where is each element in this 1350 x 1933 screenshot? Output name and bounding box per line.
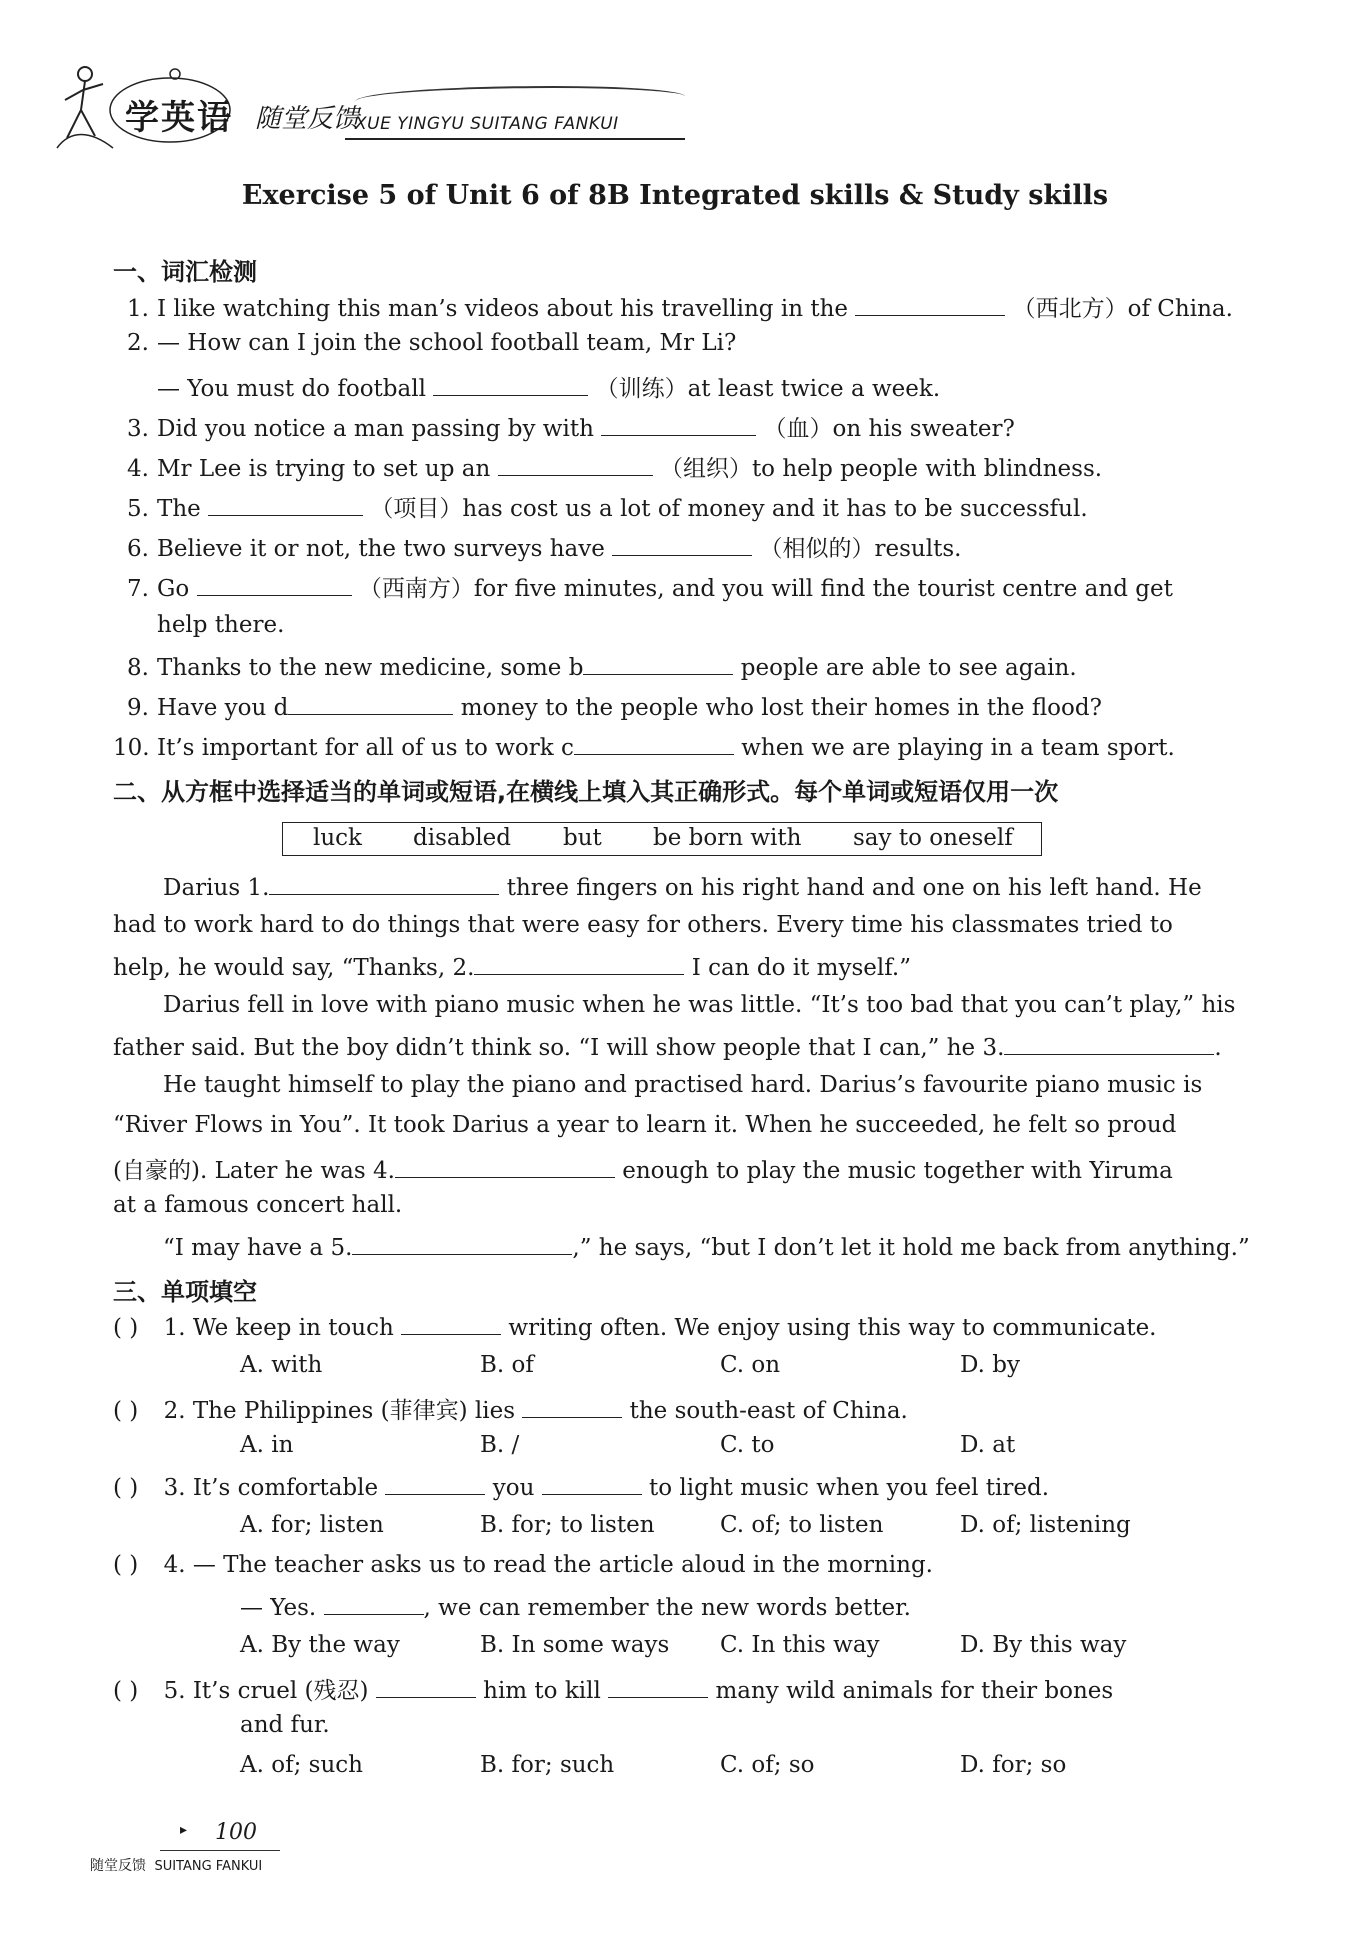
box-word: disabled xyxy=(413,825,512,851)
answer-blank[interactable] xyxy=(208,493,363,516)
answer-blank[interactable] xyxy=(197,573,352,596)
passage-line: He taught himself to play the piano and practised hard. Darius’s favourite piano music is xyxy=(163,1072,1203,1098)
question-stem: ( ) 1. We keep in touch writing often. We enjoy using this way to communicate. xyxy=(113,1312,1157,1341)
logo-subtitle: 随堂反馈 xyxy=(255,104,360,134)
option[interactable]: C. on xyxy=(720,1352,781,1378)
answer-blank[interactable] xyxy=(601,413,756,436)
passage-line: had to work hard to do things that were easy for others. Every time his classmates tried to xyxy=(113,912,1173,938)
list-item: 5. The （项目）has cost us a lot of money and it has to be successful. xyxy=(113,490,1088,523)
answer-blank[interactable] xyxy=(474,952,684,975)
answer-blank[interactable] xyxy=(385,1472,485,1495)
page-number: 100 xyxy=(215,1820,257,1845)
option[interactable]: A. By the way xyxy=(240,1632,400,1658)
answer-bracket[interactable]: ( ) xyxy=(113,1315,139,1341)
option[interactable]: B. In some ways xyxy=(480,1632,670,1658)
list-item: help there. xyxy=(157,612,285,638)
option[interactable]: A. for; listen xyxy=(240,1512,384,1538)
passage-line: Darius fell in love with piano music when he was little. “It’s too bad that you can’t play,” his xyxy=(163,992,1236,1018)
answer-bracket[interactable]: ( ) xyxy=(113,1678,139,1704)
footer-rule xyxy=(160,1850,280,1851)
passage-line: (自豪的). Later he was 4. enough to play the music together with Yiruma xyxy=(113,1152,1173,1185)
arrow-icon: ▸ xyxy=(180,1822,188,1838)
question-stem: ( ) 5. It’s cruel (残忍) him to kill many wild animals for their bones xyxy=(113,1672,1113,1705)
question-stem: ( ) 2. The Philippines (菲律宾) lies the south-east of China. xyxy=(113,1392,908,1425)
header-curve xyxy=(355,86,685,112)
footer-label: 随堂反馈 SUITANG FANKUI xyxy=(90,1858,263,1874)
logo-pinyin: XUE YINGYU SUITANG FANKUI xyxy=(355,114,619,134)
box-word: but xyxy=(563,825,602,851)
answer-bracket[interactable]: ( ) xyxy=(113,1552,139,1578)
passage-line: “I may have a 5. ,” he says, “but I don’t let it hold me back from anything.” xyxy=(163,1232,1250,1261)
option[interactable]: B. for; such xyxy=(480,1752,615,1778)
answer-blank[interactable] xyxy=(1004,1032,1214,1055)
passage-line: father said. But the boy didn’t think so. “I will show people that I can,” he 3. . xyxy=(113,1032,1222,1061)
answer-blank[interactable] xyxy=(395,1155,615,1178)
logo-text: 学英语 xyxy=(125,98,233,138)
list-item: 2. — How can I join the school football team, Mr Li? xyxy=(127,330,737,356)
box-word: be born with xyxy=(653,825,802,851)
section-heading: 二、从方框中选择适当的单词或短语,在横线上填入其正确形式。每个单词或短语仅用一次 xyxy=(113,778,1059,806)
answer-blank[interactable] xyxy=(855,293,1005,316)
question-stem-continued: and fur. xyxy=(240,1712,330,1738)
header-rule xyxy=(345,138,685,140)
option[interactable]: C. to xyxy=(720,1432,775,1458)
passage-line: at a famous concert hall. xyxy=(113,1192,403,1218)
list-item: 9. Have you d money to the people who lost their homes in the flood? xyxy=(113,692,1102,721)
answer-blank[interactable] xyxy=(498,453,653,476)
option[interactable]: C. In this way xyxy=(720,1632,880,1658)
box-word: luck xyxy=(313,825,362,851)
option[interactable]: C. of; so xyxy=(720,1752,815,1778)
answer-blank[interactable] xyxy=(324,1592,424,1615)
page-title: Exercise 5 of Unit 6 of 8B Integrated skills & Study skills xyxy=(241,180,1109,211)
answer-blank[interactable] xyxy=(522,1395,622,1418)
section-heading: 一、词汇检测 xyxy=(113,258,257,286)
option[interactable]: D. at xyxy=(960,1432,1016,1458)
word-box xyxy=(282,822,1042,856)
option[interactable]: A. of; such xyxy=(240,1752,363,1778)
passage-line: “River Flows in You”. It took Darius a year to learn it. When he succeeded, he felt so proud xyxy=(113,1112,1177,1138)
passage-line: Darius 1. three fingers on his right hand and one on his left hand. He xyxy=(163,872,1202,901)
box-word: say to oneself xyxy=(853,825,1013,851)
option[interactable]: C. of; to listen xyxy=(720,1512,884,1538)
option[interactable]: D. by xyxy=(960,1352,1020,1378)
answer-blank[interactable] xyxy=(574,732,734,755)
answer-blank[interactable] xyxy=(269,872,499,895)
option[interactable]: B. of xyxy=(480,1352,534,1378)
answer-blank[interactable] xyxy=(542,1472,642,1495)
option[interactable]: D. for; so xyxy=(960,1752,1067,1778)
option[interactable]: D. By this way xyxy=(960,1632,1127,1658)
passage-line: help, he would say, “Thanks, 2. I can do it myself.” xyxy=(113,952,911,981)
option[interactable]: D. of; listening xyxy=(960,1512,1131,1538)
list-item: — You must do football （训练）at least twice a week. xyxy=(113,370,940,403)
answer-bracket[interactable]: ( ) xyxy=(113,1398,139,1424)
option[interactable]: B. for; to listen xyxy=(480,1512,655,1538)
answer-blank[interactable] xyxy=(433,373,588,396)
option[interactable]: A. with xyxy=(240,1352,323,1378)
question-stem: ( ) 4. — The teacher asks us to read the article aloud in the morning. xyxy=(113,1552,933,1578)
answer-bracket[interactable]: ( ) xyxy=(113,1475,139,1501)
answer-blank[interactable] xyxy=(583,652,733,675)
option[interactable]: A. in xyxy=(240,1432,294,1458)
answer-blank[interactable] xyxy=(401,1312,501,1335)
answer-blank[interactable] xyxy=(608,1675,708,1698)
answer-blank[interactable] xyxy=(288,692,453,715)
list-item: 4. Mr Lee is trying to set up an （组织）to help people with blindness. xyxy=(113,450,1102,483)
option[interactable]: B. / xyxy=(480,1432,520,1458)
answer-blank[interactable] xyxy=(612,533,752,556)
section-heading: 三、单项填空 xyxy=(113,1278,257,1306)
list-item: 7. Go （西南方）for five minutes, and you will find the tourist centre and get xyxy=(113,570,1173,603)
list-item: 3. Did you notice a man passing by with （血）on his sweater? xyxy=(113,410,1015,443)
list-item: 6. Believe it or not, the two surveys have （相似的）results. xyxy=(113,530,961,563)
header-banner xyxy=(55,60,645,160)
answer-blank[interactable] xyxy=(376,1675,476,1698)
answer-blank[interactable] xyxy=(352,1232,572,1255)
question-stem: ( ) 3. It’s comfortable you to light music when you feel tired. xyxy=(113,1472,1049,1501)
question-stem-continued: — Yes. , we can remember the new words better. xyxy=(240,1592,911,1621)
list-item: 10. It’s important for all of us to work c when we are playing in a team sport. xyxy=(113,732,1175,761)
list-item: 1. I like watching this man’s videos about his travelling in the （西北方）of China. xyxy=(113,290,1233,323)
list-item: 8. Thanks to the new medicine, some b people are able to see again. xyxy=(113,652,1077,681)
